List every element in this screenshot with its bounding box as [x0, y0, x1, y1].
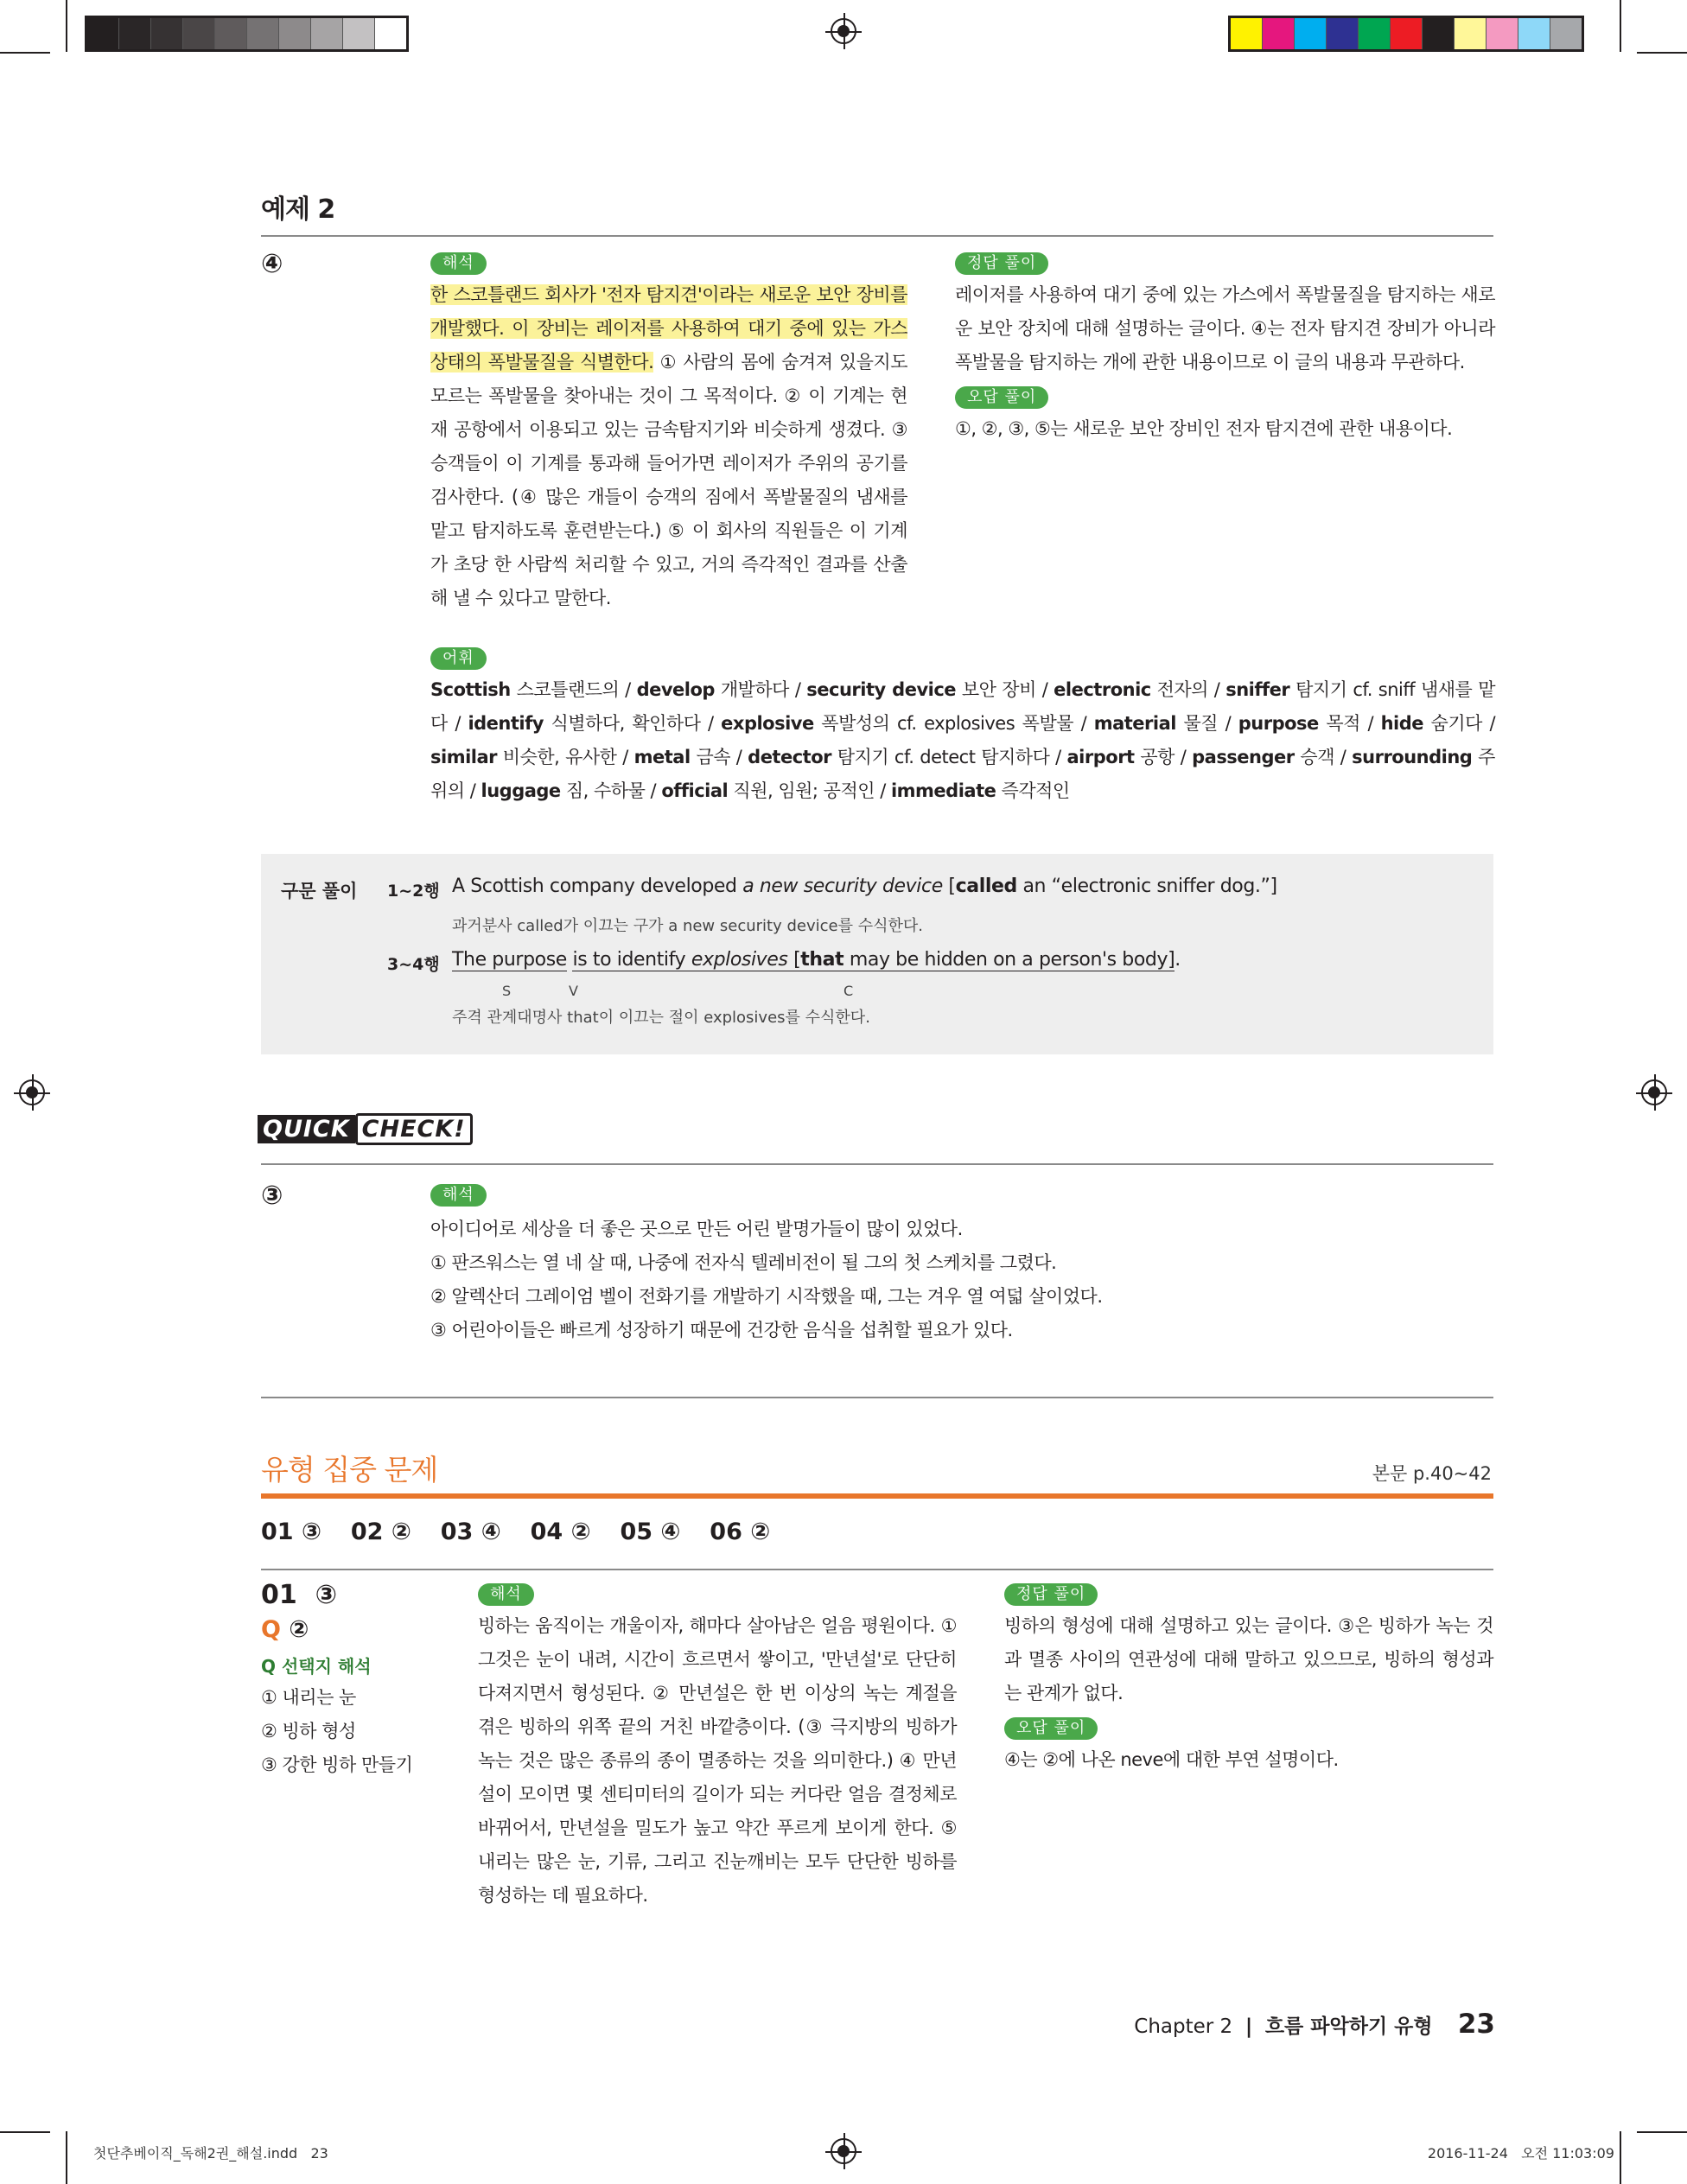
vocab-meaning: 승객: [1300, 747, 1334, 767]
crop-mark: [1637, 2131, 1687, 2133]
focus-title: 유형 집중 문제: [261, 1453, 438, 1487]
q1-number: 01: [261, 1580, 297, 1610]
answer-key-item: [531, 1519, 591, 1545]
vocab-term: security device: [806, 679, 957, 700]
answer-key-value: ④: [481, 1519, 501, 1545]
answer-key-value: ②: [570, 1519, 591, 1545]
color-swatch: [342, 18, 374, 49]
vocab-item: [891, 780, 1070, 801]
crop-mark: [0, 52, 50, 54]
color-swatch: [118, 18, 150, 49]
color-swatch: [150, 18, 182, 49]
answer-key-value: ④: [660, 1519, 681, 1545]
vocab-list: Scottish 스코틀랜드의 / develop 개발하다 / security device 보안 장비 / electronic 전자의 / sniffer 탐지기 cf. sniff 냄새를 맡다 / identify 식별하다, 확인하다 / explosive 폭발성의 cf. explosives 폭발물 / material 물질 / purpose 목적 / hide 숨기다 / similar 비슷한, 유사한 / metal 금속 / detector 탐지기 cf. detect 탐지하다 / airport 공항 / passenger 승객 / surrounding 주위의 / luggage 짐, 수하물 / official 직원, 임원; 공적인 / immediate 즉각적인: [430, 679, 1496, 801]
color-swatch: [1518, 18, 1550, 49]
syntax-line1-note: 과거분사 called가 이끄는 구가 a new security device를 수식한다.: [452, 917, 923, 935]
q1-wrong-badge: 오답 풀이: [1004, 1717, 1098, 1740]
vocab-meaning: 전자의: [1156, 679, 1208, 700]
vocab-term: hide: [1380, 713, 1423, 734]
answer-key-number: 01: [261, 1519, 294, 1545]
footer-separator: |: [1245, 2015, 1253, 2038]
vocab-term: develop: [636, 679, 715, 700]
color-swatch: [87, 18, 118, 49]
vocab-meaning: 짐, 수하물: [565, 780, 646, 801]
vocab-meaning: 보안 장비: [961, 679, 1036, 700]
vocab-item: [721, 713, 1073, 734]
vocab-meaning: 공항: [1140, 747, 1175, 767]
color-swatch: [1550, 18, 1582, 49]
color-swatch: [374, 18, 406, 49]
vocab-term: surrounding: [1352, 747, 1473, 767]
answer-key-item: [620, 1519, 680, 1545]
syntax-line2-note: 주격 관계대명사 that이 이끄는 절이 explosives를 수식한다.: [452, 1009, 870, 1027]
vocab-item: [806, 679, 1036, 700]
color-swatch: [1454, 18, 1486, 49]
choice-item: ③ 강한 빙하 만들기: [261, 1754, 413, 1775]
vocab-item: [634, 747, 730, 767]
interp-rest: ① 사람의 몸에 숨겨져 있을지도 모르는 폭발물을 찾아내는 것이 그 목적이다. ② 이 기계는 현재 공항에서 이용되고 있는 금속탐지기와 비슷하게 생겼다. ③ 승객들이 이 기계를 통과해 들어가면 레이저가 주위의 공기를 검사한다. (④ 많은 개들이 승객의 짐에서 폭발물질의 냄새를 맡고 탐지하도록 훈련받는다.) ⑤ 이 회사의 직원들은 이 기계가 초당 한 사람씩 처리할 수 있고, 거의 즉각적인 결과를 산출해 낼 수 있다고 말한다.: [430, 352, 907, 608]
vocab-meaning: 주위의: [430, 747, 1495, 801]
vocab-meaning: 탐지기 cf. detect 탐지하다: [837, 747, 1050, 767]
vocab-term: passenger: [1192, 747, 1295, 767]
q1-answer-badge: 정답 풀이: [1004, 1583, 1098, 1606]
syntax-line2-end: .: [1175, 949, 1181, 971]
vocab-item: [1067, 747, 1175, 767]
vocab-item: [430, 747, 616, 767]
vocab-term: metal: [633, 747, 691, 767]
vocab-term: similar: [430, 747, 498, 767]
page-number: 23: [1457, 2009, 1495, 2040]
vocab-item: [430, 679, 619, 700]
wrong-explanation-text: ①, ②, ③, ⑤는 새로운 보안 장비인 전자 탐지견에 관한 내용이다.: [955, 418, 1453, 439]
vocab-item: [1238, 713, 1360, 734]
vocab-badge: 어휘: [430, 647, 487, 670]
syntax-verb: is: [572, 949, 588, 971]
syntax-complement-b: explosives: [691, 949, 788, 971]
answer-key-number: 05: [620, 1519, 653, 1545]
answer-key-item: [261, 1519, 321, 1545]
quick-check-logo: [258, 1116, 473, 1143]
divider: [261, 1163, 1493, 1165]
answer-key-value: ②: [750, 1519, 771, 1545]
color-bar-grayscale: [85, 16, 409, 52]
answer-key-number: 03: [440, 1519, 474, 1545]
syntax-line1-a: A Scottish company developed: [452, 876, 743, 897]
crop-mark: [66, 2131, 67, 2184]
footer-chapter: Chapter 2: [1134, 2015, 1233, 2038]
color-swatch: [1390, 18, 1422, 49]
divider: [261, 1397, 1493, 1398]
q1-answer: ③: [315, 1580, 338, 1610]
crop-mark: [1620, 0, 1621, 52]
choice-item: ② 빙하 형성: [261, 1721, 356, 1741]
color-swatch: [1358, 18, 1390, 49]
section-title: 예제 2: [261, 194, 335, 225]
q1-interp-text: 빙하는 움직이는 개울이자, 해마다 살아남은 얼음 평원이다. ① 그것은 눈이 내려, 시간이 흐르면서 쌓이고, '만년설'로 단단히 다져지면서 형성된다. ② 만년설은 한 번 이상의 녹는 계절을 겪은 빙하의 위쪽 끝의 거친 바깥층이다. (③ 극지방의 빙하가 녹는 것은 많은 종류의 종이 멸종하는 것을 의미한다.) ④ 만년설이 모이면 몇 센티미터의 길이가 되는 커다란 얼음 결정체로 바뀌어서, 만년설을 밀도가 높고 약간 푸르게 보이게 한다. ⑤ 내리는 많은 눈, 기류, 그리고 진눈깨비는 모두 단단한 빙하를 형성하는 데 필요하다.: [478, 1615, 957, 1906]
color-swatch: [214, 18, 246, 49]
syntax-complement-a: to identify: [587, 949, 691, 971]
q1-answer-text: 빙하의 형성에 대해 설명하고 있는 글이다. ③은 빙하가 녹는 것과 멸종 사이의 연관성에 대해 말하고 있으므로, 빙하의 형성과는 관계가 없다.: [1004, 1615, 1493, 1703]
interp-text: [430, 278, 907, 615]
divider: [261, 1569, 1493, 1570]
q1-interp-badge: 해석: [478, 1583, 534, 1606]
vocab-meaning: 직원, 임원; 공적인: [733, 780, 875, 801]
vocab-meaning: 금속: [696, 747, 731, 767]
color-swatch: [246, 18, 278, 49]
crop-mark: [1637, 52, 1687, 54]
interp-badge: 해석: [430, 252, 487, 275]
answer-key-number: 02: [350, 1519, 384, 1545]
q-answer: ②: [289, 1616, 309, 1643]
slug-date: 2016-11-24 오전 11:03:09: [1427, 2145, 1614, 2162]
syntax-mark-c: C: [844, 983, 854, 999]
syntax-mark-s: S: [502, 983, 512, 999]
vocab-meaning: 식별하다, 확인하다: [551, 713, 701, 734]
answer-key-value: ③: [301, 1519, 321, 1545]
interp-highlight: 한 스코틀랜드 회사가 '전자 탐지견'이라는 새로운 보안 장비를 개발했다. 이 장비는 레이저를 사용하여 대기 중에 있는 가스 상태의 폭발물질을 식별한다.: [430, 284, 907, 372]
vocab-term: explosive: [721, 713, 814, 734]
answer-key-value: ②: [391, 1519, 411, 1545]
answer-number: ④: [261, 249, 283, 279]
quick-check-line: ② 알렉산더 그레이엄 벨이 전화기를 개발하기 시작했을 때, 그는 겨우 열 여덟 살이었다.: [430, 1286, 1103, 1307]
syntax-complement-e: may be hidden on a person's body]: [844, 949, 1175, 971]
vocab-term: identify: [468, 713, 544, 734]
vocab-item: [1381, 713, 1482, 734]
quick-check-logo-quick: QUICK: [258, 1115, 355, 1143]
color-swatch: [310, 18, 342, 49]
vocab-item: [661, 780, 875, 801]
syntax-line1-b: a new security device: [742, 876, 943, 897]
registration-mark-left: [19, 1079, 45, 1105]
answer-row: [261, 1519, 799, 1545]
vocab-term: airport: [1066, 747, 1135, 767]
syntax-line2: [452, 949, 1181, 971]
registration-mark-right: [1641, 1079, 1667, 1105]
syntax-label: 구문 풀이: [281, 881, 358, 901]
color-swatch: [1294, 18, 1326, 49]
answer-explanation-badge: 정답 풀이: [955, 252, 1048, 275]
quick-check-line: ① 판즈워스는 열 네 살 때, 나중에 전자식 텔레비전이 될 그의 첫 스케치를 그렸다.: [430, 1252, 1057, 1273]
vocab-meaning: 폭발성의 cf. explosives 폭발물: [821, 713, 1074, 734]
registration-mark-bottom: [831, 2138, 856, 2164]
vocab-item: [637, 679, 789, 700]
vocab-term: purpose: [1238, 713, 1319, 734]
syntax-complement-d: that: [800, 949, 844, 971]
q-label: Q: [261, 1616, 281, 1643]
choice-list: [261, 1681, 460, 1782]
quick-check-answer: ③: [261, 1181, 283, 1211]
syntax-line1: [452, 876, 1277, 897]
quick-check-line: 아이디어로 세상을 더 좋은 곳으로 만든 어린 발명가들이 많이 있었다.: [430, 1219, 963, 1239]
vocab-meaning: 물질: [1183, 713, 1219, 734]
vocab-item: [1054, 679, 1208, 700]
color-swatch: [1262, 18, 1294, 49]
vocab-term: sniffer: [1225, 679, 1290, 700]
vocab-term: detector: [748, 747, 831, 767]
vocab-meaning: 숨기다: [1430, 713, 1482, 734]
color-swatch: [1422, 18, 1454, 49]
vocab-term: Scottish: [430, 679, 511, 700]
focus-page-ref: 본문 p.40~42: [1372, 1463, 1492, 1484]
footer-chapter-title: 흐름 파악하기 유형: [1264, 2015, 1433, 2038]
answer-key-number: 04: [530, 1519, 563, 1545]
vocab-item: [468, 713, 700, 734]
syntax-line1-e: an “electronic sniffer dog.”]: [1016, 876, 1277, 897]
vocab-meaning: 스코틀랜드의: [516, 679, 620, 700]
answer-key-item: [441, 1519, 501, 1545]
divider: [261, 235, 1493, 237]
vocab-item: [748, 747, 1049, 767]
syntax-mark-v: V: [569, 983, 578, 999]
vocab-item: [481, 780, 646, 801]
quick-check-badge: 해석: [430, 1184, 487, 1207]
syntax-line1-c: [: [942, 876, 956, 897]
crop-mark: [66, 0, 67, 52]
vocab-term: material: [1093, 713, 1176, 734]
syntax-complement-c: [: [787, 949, 801, 971]
quick-check-line: ③ 어린아이들은 빠르게 성장하기 때문에 건강한 음식을 섭취할 필요가 있다.: [430, 1320, 1013, 1340]
vocab-meaning: 개발하다: [720, 679, 789, 700]
quick-check-logo-check: CHECK!: [355, 1113, 473, 1145]
syntax-line1-ref: 1~2행: [387, 882, 440, 901]
vocab-term: luggage: [481, 780, 561, 801]
syntax-line2-ref: 3~4행: [387, 955, 440, 974]
q1-wrong-text: ④는 ②에 나온 neve에 대한 부연 설명이다.: [1004, 1749, 1339, 1770]
answer-explanation-text: 레이저를 사용하여 대기 중에 있는 가스에서 폭발물질을 탐지하는 새로운 보안 장치에 대해 설명하는 글이다. ④는 전자 탐지견 장비가 아니라 폭발물을 탐지하는 개에 관한 내용이므로 이 글의 내용과 무관하다.: [955, 284, 1495, 372]
q1-header: [261, 1580, 337, 1610]
vocab-meaning: 비슷한, 유사한: [502, 747, 617, 767]
answer-key-item: [710, 1519, 770, 1545]
crop-mark: [1620, 2131, 1621, 2184]
vocab-term: official: [661, 780, 729, 801]
wrong-explanation-badge: 오답 풀이: [955, 386, 1048, 409]
color-swatch: [1231, 18, 1262, 49]
vocab-meaning: 목적: [1326, 713, 1360, 734]
color-swatch: [1326, 18, 1358, 49]
focus-rule: [261, 1493, 1493, 1499]
footer: [951, 2009, 1495, 2040]
slug-file: 첫단추베이직_독해2권_해설.indd 23: [93, 2145, 328, 2162]
color-swatch: [278, 18, 310, 49]
syntax-line1-d: called: [955, 876, 1017, 897]
quick-check-lines: [430, 1213, 1467, 1347]
registration-mark-top: [831, 18, 856, 44]
vocab-term: electronic: [1054, 679, 1151, 700]
vocab-term: immediate: [890, 780, 996, 801]
choice-item: ① 내리는 눈: [261, 1687, 356, 1708]
vocab-meaning: 즉각적인: [1001, 780, 1070, 801]
color-swatch: [182, 18, 214, 49]
crop-mark: [0, 2131, 50, 2133]
color-swatch: [1486, 18, 1518, 49]
vocab-item: [1094, 713, 1218, 734]
choice-title: Q 선택지 해석: [261, 1656, 372, 1677]
color-bar-cmyk: [1228, 16, 1584, 52]
vocab-meaning: 탐지기 cf. sniff 냄새를 맡다: [430, 679, 1495, 734]
syntax-subject: The purpose: [452, 949, 567, 971]
vocab-item: [1192, 747, 1334, 767]
answer-key-item: [351, 1519, 411, 1545]
q1-sub-answer: [261, 1616, 309, 1643]
answer-key-number: 06: [710, 1519, 742, 1545]
